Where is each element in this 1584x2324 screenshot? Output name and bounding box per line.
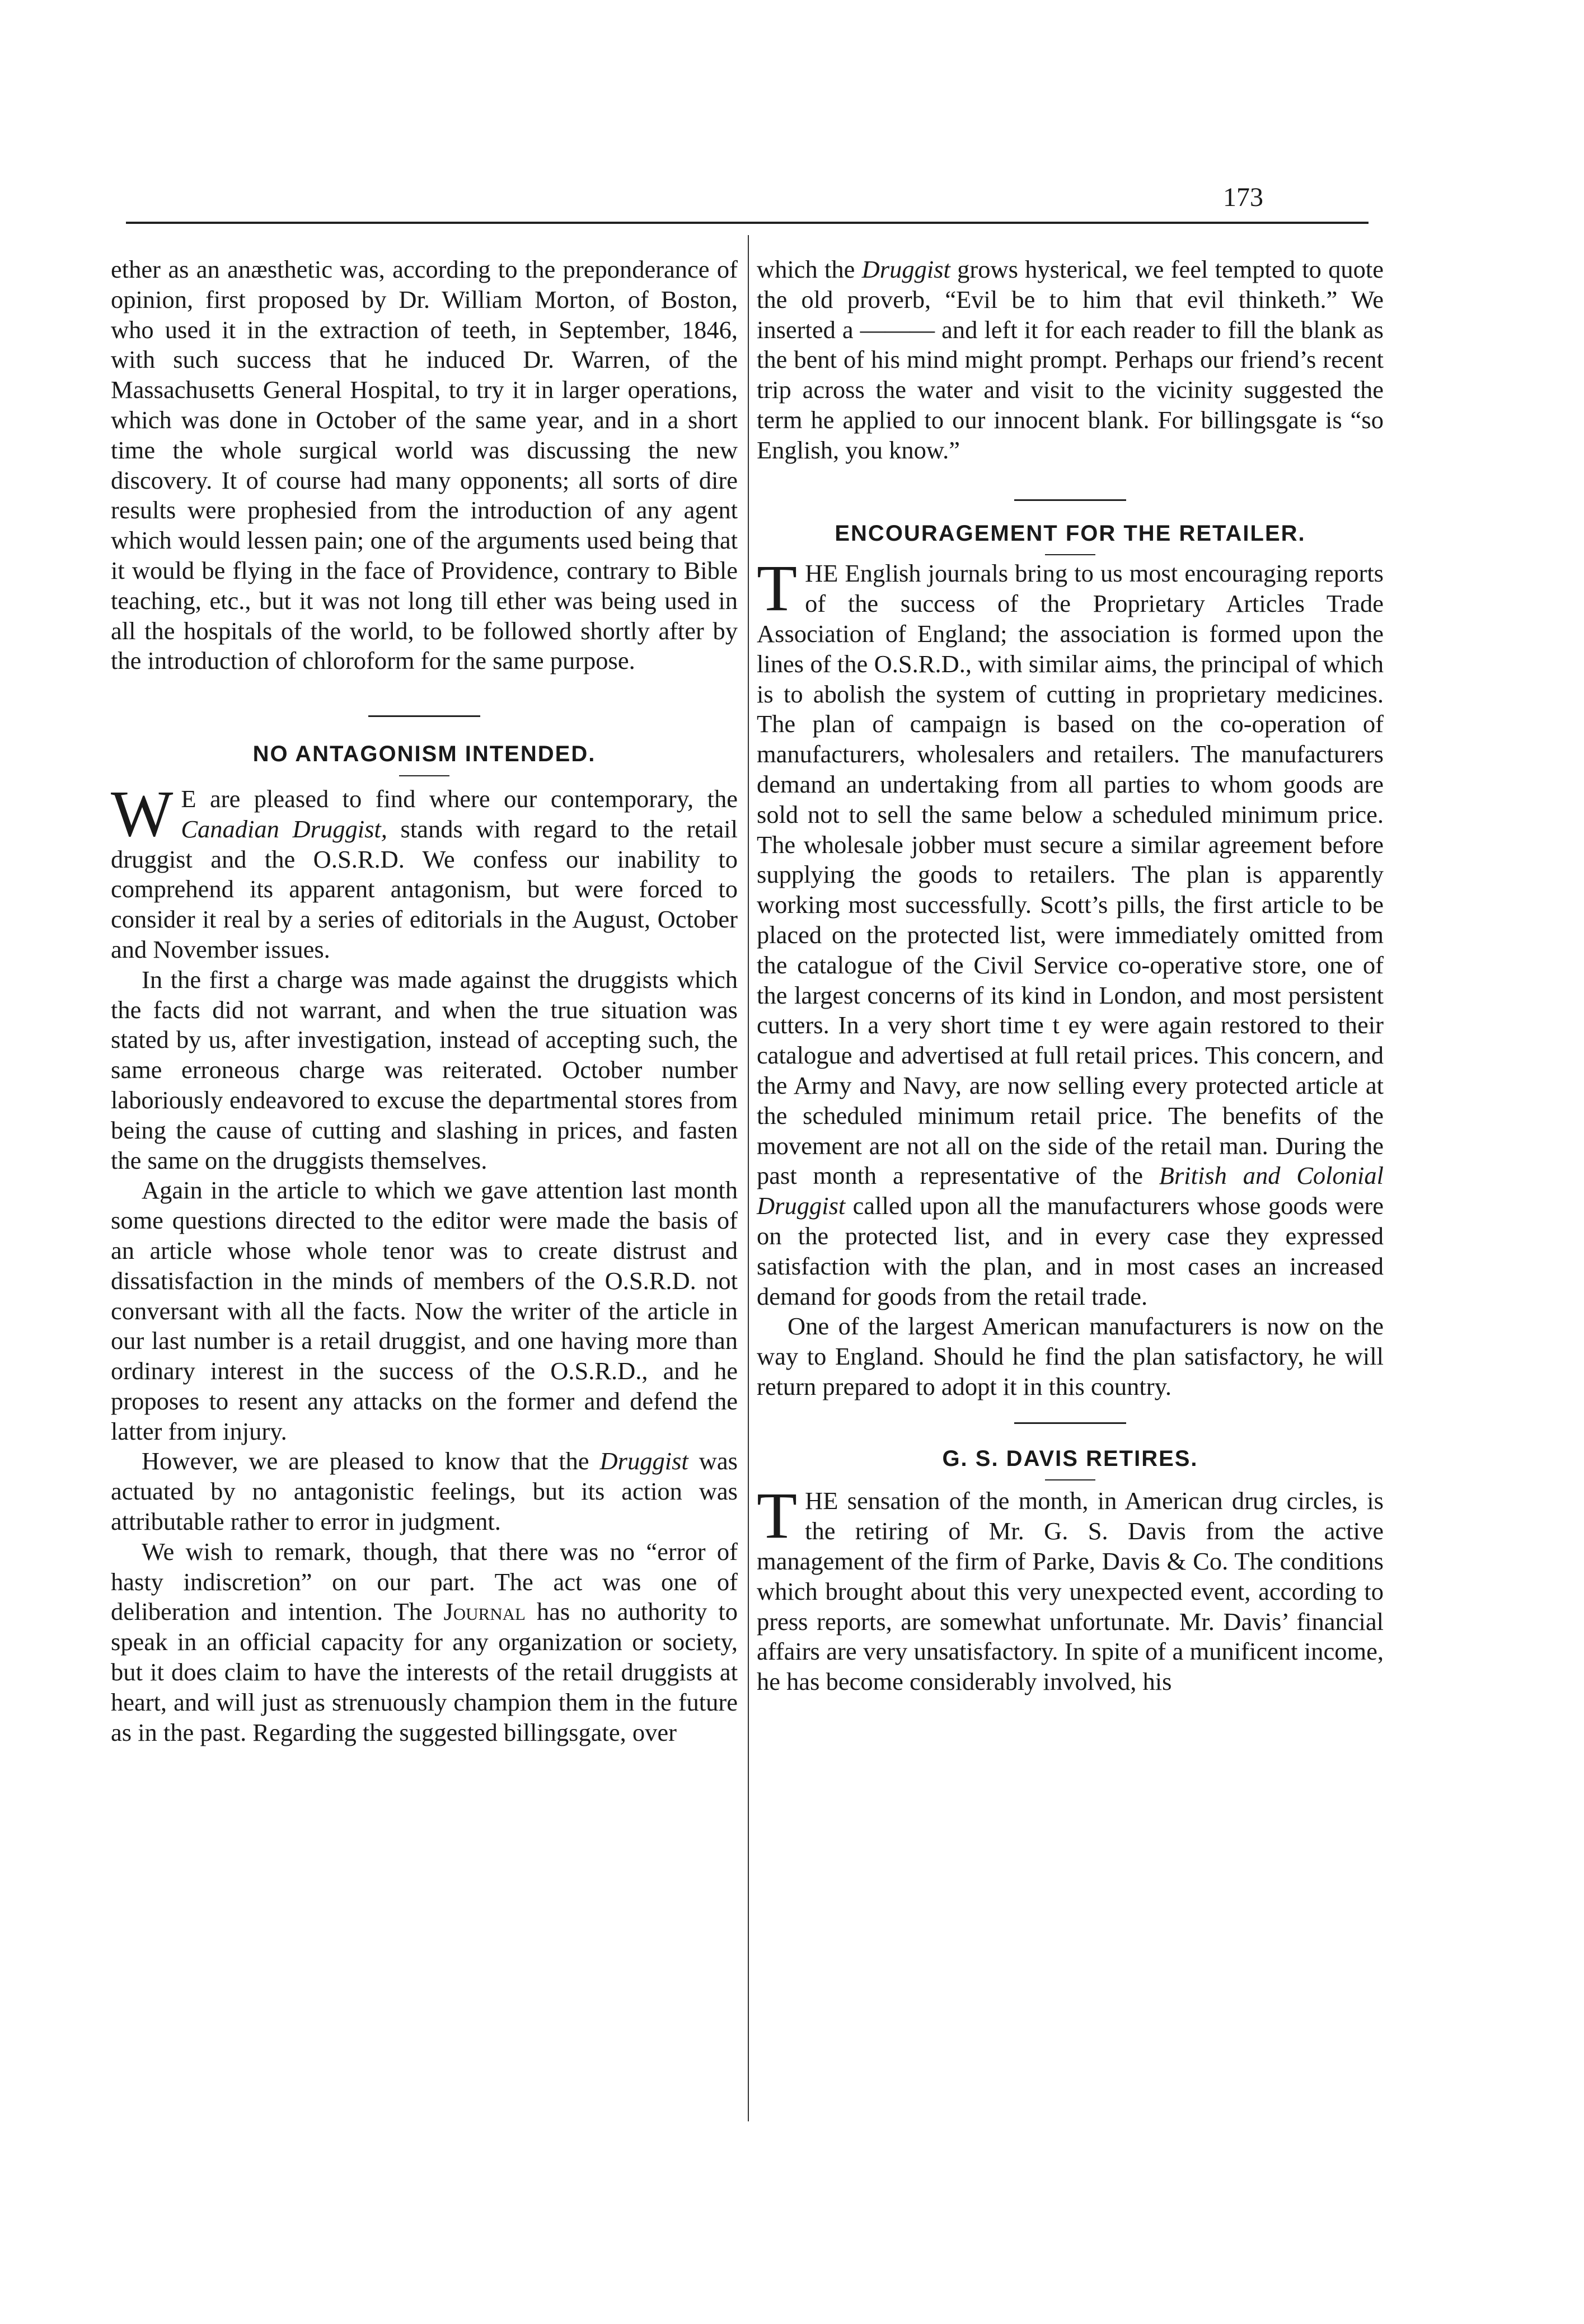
no-antagonism-paragraph-4	[111, 1446, 738, 1536]
heading-encouragement: ENCOURAGEMENT FOR THE RETAILER.	[835, 521, 1306, 546]
text-span: stands with regard to the retail druggist and the O.S.R.D. We confess our inability to comprehend its apparent antagonism, but were forced to consider it real by a series of editorials in the August, October and November issues.	[111, 814, 738, 963]
no-antagonism-paragraph-5	[111, 1537, 738, 1748]
davis-paragraph-1	[757, 1479, 1384, 1697]
header-rule	[126, 222, 1369, 224]
continuation-paragraph	[757, 255, 1384, 466]
italic-title: Canadian Druggist,	[181, 814, 387, 843]
small-caps-title: Journal	[443, 1597, 526, 1626]
italic-title: Druggist	[861, 255, 950, 283]
no-antagonism-paragraph-2: In the first a charge was made against the druggists which the facts did not warrant, and when the true situation was stated by us, after investigation, instead of accepting such, the same erroneous charge was reiterated. October number laboriously endeavored to excuse the departmental stores from being the cause of cutting and slashing in prices, and fasten the same on the druggists themselves.	[111, 965, 738, 1174]
text-span: HE sensation of the month, in American drug circles, is the retiring of Mr. G. S. Davis from the active management of the firm of Parke, Davis & Co. The conditions which brought about this very unexpected event, according to press reports, are somewhat unfortunate. Mr. Davis’ financial affairs are very unsatisfactory. In spite of a munificent income, he has become considerably involved, his	[757, 1487, 1384, 1696]
no-antagonism-paragraph-3: Again in the article to which we gave attention last month some questions directed to the editor were made the basis of an article whose whole tenor was to create distrust and dissatisfaction in the minds of members of the O.S.R.D. not conversant with all the facts. Now the writer of the article in our last number is a retail druggist, and one having more than ordinary interest in the success of the O.S.R.D., and he proposes to resent any attacks on the former and defend the latter from injury.	[111, 1176, 738, 1445]
text-span: We wish to remark, though, that there was no “error of hasty indiscretion” on our part. The act was one of deliberation and intention. The	[111, 1537, 738, 1626]
heading-no-antagonism: NO ANTAGONISM INTENDED.	[252, 742, 596, 767]
italic-title: British and Colonial Druggist	[757, 1161, 1384, 1220]
text-span: HE English journals bring to us most encouraging reports of the success of the Proprietary Articles Trade Association of England; the association is formed upon the lines of the O.S.R.D., with similar aims, the principal of which is to abolish the system of cutting in proprietary medicines. The plan of campaign is based on the co-operation of manufacturers, wholesalers and retailers. The manufacturers demand an undertaking from all parties to whom goods are sold not to sell the same below a scheduled minimum price. The wholesale jobber must secure a similar agreement before supplying the goods to retailers. The plan is apparently working most successfully. Scott’s pills, the first article to be placed on the protected list, were immediately omitted from the catalogue of the Civil Service co-operative store, one of the largest concerns of its kind in London, and most persistent cutters. In a very short time t ey were again restored to their catalogue and advertised at full retail prices. This concern, and the Army and Navy, are now selling every protected article at the scheduled minimum retail price. The benefits of the movement are not all on the side of the retail man. During the past month a representative of the	[757, 559, 1384, 1190]
italic-title: Druggist	[599, 1447, 688, 1475]
drop-cap: T	[757, 1479, 798, 1553]
left-column	[111, 255, 738, 1747]
encouragement-paragraph-2: One of the largest American manufacturers is now on the way to England. Should he find the plan satisfactory, he will return prepared to adopt it in this country.	[757, 1312, 1384, 1400]
encouragement-paragraph-1	[757, 551, 1384, 1311]
ether-paragraph: ether as an anæsthetic was, according to the preponderance of opinion, first proposed by Dr. William Morton, of Boston, who used it in the extraction of teeth, in September, 1846, with such success that he induced Dr. Warren, of the Massachusetts General Hospital, to try it in larger operations, which was done in October of the same year, and in a short time the whole surgical world was discussing the new discovery. It of course had many opponents; all sorts of dire results were prophesied from the introduction of any agent which would lessen pain; one of the arguments used being that it would be flying in the face of Providence, contrary to Bible teaching, etc., but it was not long till ether was being used in all the hospitals of the world, to be followed shortly after by the introduction of chloroform for the same purpose.	[111, 255, 738, 675]
drop-cap: T	[757, 551, 798, 625]
text-span: called upon all the manufacturers whose goods were on the protected list, and in every case they expressed satisfaction with the plan, and in most cases an increased demand for goods from the retail trade.	[757, 1192, 1384, 1310]
text-span: grows hysterical, we feel tempted to quote the old proverb, “Evil be to him that evil thinketh.” We inserted a ——— and left it for each reader to fill the blank as the bent of his mind might prompt. Perhaps our friend’s recent trip across the water and visit to the vicinity suggested the term he applied to our innocent blank. For billingsgate is “so English, you know.”	[757, 255, 1384, 464]
right-column	[757, 255, 1384, 1697]
no-antagonism-paragraph-1	[111, 776, 738, 965]
text-span: which the	[757, 255, 862, 283]
text-span: has no authority to speak in an official capacity for any organization or society, but it does claim to have the interests of the retail druggists at heart, and will just as strenuously champion them in the future as in the past. Regarding the suggested billingsgate, over	[111, 1597, 738, 1746]
text-span: was actuated by no antagonistic feelings, but its action was attributable rather to error in judgment.	[111, 1447, 738, 1536]
drop-cap: W	[111, 776, 174, 850]
page-number: 173	[1223, 182, 1263, 212]
heading-davis-retires: G. S. DAVIS RETIRES.	[942, 1446, 1198, 1471]
text-span: E are pleased to find where our contemporary, the	[181, 784, 738, 813]
text-span: However, we are pleased to know that the	[142, 1447, 600, 1475]
column-divider	[748, 235, 749, 2121]
